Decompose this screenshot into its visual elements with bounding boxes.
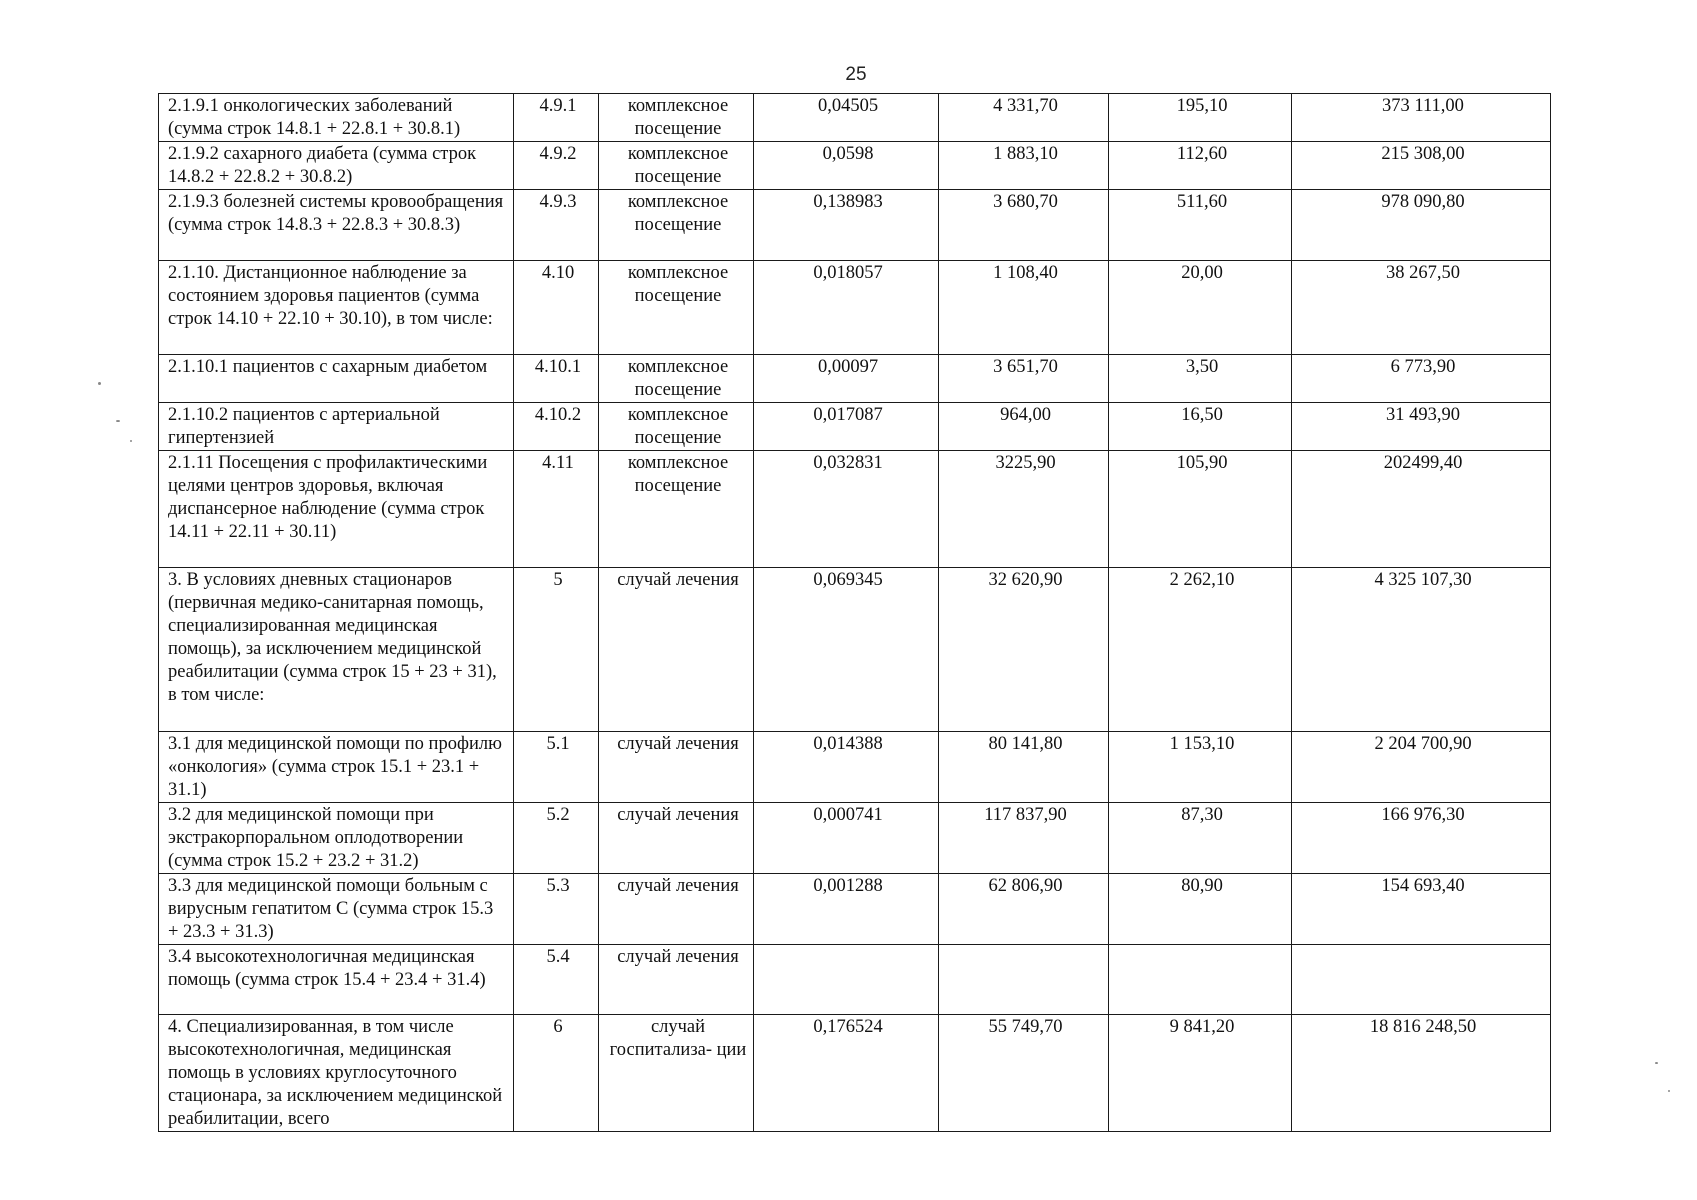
cell-unit: комплексное посещение [599,94,754,142]
cell-cost: 55 749,70 [939,1015,1109,1132]
cell-per-capita: 1 153,10 [1109,732,1292,803]
cell-norm: 0,176524 [754,1015,939,1132]
cell-unit: случай лечения [599,874,754,945]
cell-row-number: 5.4 [514,945,599,1015]
cell-norm: 0,04505 [754,94,939,142]
cell-unit: случай госпитализа- ции [599,1015,754,1132]
cell-name: 4. Специализированная, в том числе высокотехнологичная, медицинская помощь в условиях круглосуточного стационара, за исключением медицинской реабилитации, всего [159,1015,514,1132]
cell-name: 2.1.9.1 онкологических заболеваний (сумма строк 14.8.1 + 22.8.1 + 30.8.1) [159,94,514,142]
financing-table [158,93,1551,1132]
cell-per-capita: 20,00 [1109,261,1292,355]
cell-row-number: 5 [514,568,599,732]
cell-norm: 0,017087 [754,403,939,451]
cell-row-number: 4.11 [514,451,599,568]
cell-total [1292,945,1551,1015]
cell-per-capita: 511,60 [1109,190,1292,261]
cell-name: 3. В условиях дневных стационаров (первичная медико-санитарная помощь, специализированная медицинская помощь), за исключением медицинской реабилитации (сумма строк 15 + 23 + 31), в том числе: [159,568,514,732]
cell-total: 4 325 107,30 [1292,568,1551,732]
cell-unit: случай лечения [599,803,754,874]
cell-per-capita: 195,10 [1109,94,1292,142]
scan-speck [98,382,101,385]
cell-total: 2 204 700,90 [1292,732,1551,803]
cell-total: 6 773,90 [1292,355,1551,403]
cell-row-number: 4.9.3 [514,190,599,261]
cell-row-number: 4.9.2 [514,142,599,190]
cell-cost: 3225,90 [939,451,1109,568]
table-row [159,142,1551,190]
cell-name: 3.2 для медицинской помощи при экстракорпоральном оплодотворении (сумма строк 15.2 + 23.2 + 31.2) [159,803,514,874]
cell-per-capita: 2 262,10 [1109,568,1292,732]
scan-speck [130,440,132,442]
cell-per-capita: 16,50 [1109,403,1292,451]
cell-name: 3.3 для медицинской помощи больным с вирусным гепатитом С (сумма строк 15.3 + 23.3 + 31.3) [159,874,514,945]
cell-unit: случай лечения [599,568,754,732]
cell-per-capita: 105,90 [1109,451,1292,568]
cell-total: 31 493,90 [1292,403,1551,451]
table-row [159,874,1551,945]
cell-cost: 964,00 [939,403,1109,451]
cell-total: 978 090,80 [1292,190,1551,261]
cell-name: 2.1.9.3 болезней системы кровообращения (сумма строк 14.8.3 + 22.8.3 + 30.8.3) [159,190,514,261]
cell-per-capita: 112,60 [1109,142,1292,190]
cell-cost: 3 651,70 [939,355,1109,403]
scan-speck [1668,1090,1670,1092]
cell-name: 2.1.9.2 сахарного диабета (сумма строк 14.8.2 + 22.8.2 + 30.8.2) [159,142,514,190]
cell-unit: комплексное посещение [599,403,754,451]
cell-row-number: 4.10.1 [514,355,599,403]
cell-per-capita: 9 841,20 [1109,1015,1292,1132]
cell-row-number: 5.3 [514,874,599,945]
cell-per-capita: 80,90 [1109,874,1292,945]
cell-row-number: 6 [514,1015,599,1132]
cell-total: 18 816 248,50 [1292,1015,1551,1132]
cell-row-number: 4.9.1 [514,94,599,142]
scan-speck [116,420,120,422]
cell-norm: 0,0598 [754,142,939,190]
cell-cost: 4 331,70 [939,94,1109,142]
cell-total: 215 308,00 [1292,142,1551,190]
cell-name: 2.1.10.1 пациентов с сахарным диабетом [159,355,514,403]
cell-row-number: 5.1 [514,732,599,803]
table-row [159,261,1551,355]
cell-name: 3.4 высокотехнологичная медицинская помощь (сумма строк 15.4 + 23.4 + 31.4) [159,945,514,1015]
cell-name: 2.1.11 Посещения с профилактическими целями центров здоровья, включая диспансерное наблюдение (сумма строк 14.11 + 22.11 + 30.11) [159,451,514,568]
cell-per-capita: 87,30 [1109,803,1292,874]
cell-row-number: 4.10.2 [514,403,599,451]
cell-norm [754,945,939,1015]
cell-unit: комплексное посещение [599,355,754,403]
table-row [159,732,1551,803]
cell-cost: 117 837,90 [939,803,1109,874]
cell-total: 154 693,40 [1292,874,1551,945]
cell-norm: 0,032831 [754,451,939,568]
cell-total: 202499,40 [1292,451,1551,568]
cell-total: 373 111,00 [1292,94,1551,142]
cell-norm: 0,018057 [754,261,939,355]
cell-norm: 0,138983 [754,190,939,261]
cell-unit: комплексное посещение [599,190,754,261]
table-row [159,403,1551,451]
cell-unit: комплексное посещение [599,451,754,568]
cell-row-number: 5.2 [514,803,599,874]
cell-norm: 0,014388 [754,732,939,803]
cell-name: 2.1.10.2 пациентов с артериальной гипертензией [159,403,514,451]
cell-per-capita [1109,945,1292,1015]
cell-cost [939,945,1109,1015]
cell-name: 2.1.10. Дистанционное наблюдение за состоянием здоровья пациентов (сумма строк 14.10 + 22.10 + 30.10), в том числе: [159,261,514,355]
cell-per-capita: 3,50 [1109,355,1292,403]
cell-cost: 80 141,80 [939,732,1109,803]
cell-name: 3.1 для медицинской помощи по профилю «онкология» (сумма строк 15.1 + 23.1 + 31.1) [159,732,514,803]
cell-cost: 3 680,70 [939,190,1109,261]
cell-norm: 0,001288 [754,874,939,945]
cell-unit: комплексное посещение [599,142,754,190]
table-row [159,94,1551,142]
cell-cost: 32 620,90 [939,568,1109,732]
cell-unit: случай лечения [599,732,754,803]
cell-cost: 62 806,90 [939,874,1109,945]
table-row [159,568,1551,732]
cell-unit: случай лечения [599,945,754,1015]
cell-total: 166 976,30 [1292,803,1551,874]
table-row [159,190,1551,261]
cell-row-number: 4.10 [514,261,599,355]
table-row [159,803,1551,874]
table-row [159,945,1551,1015]
cell-norm: 0,069345 [754,568,939,732]
table-row [159,451,1551,568]
table-row [159,1015,1551,1132]
cell-unit: комплексное посещение [599,261,754,355]
cell-cost: 1 883,10 [939,142,1109,190]
cell-norm: 0,000741 [754,803,939,874]
cell-cost: 1 108,40 [939,261,1109,355]
table-row [159,355,1551,403]
page-number: 25 [845,64,867,85]
cell-norm: 0,00097 [754,355,939,403]
cell-total: 38 267,50 [1292,261,1551,355]
scan-speck [1655,1062,1658,1064]
